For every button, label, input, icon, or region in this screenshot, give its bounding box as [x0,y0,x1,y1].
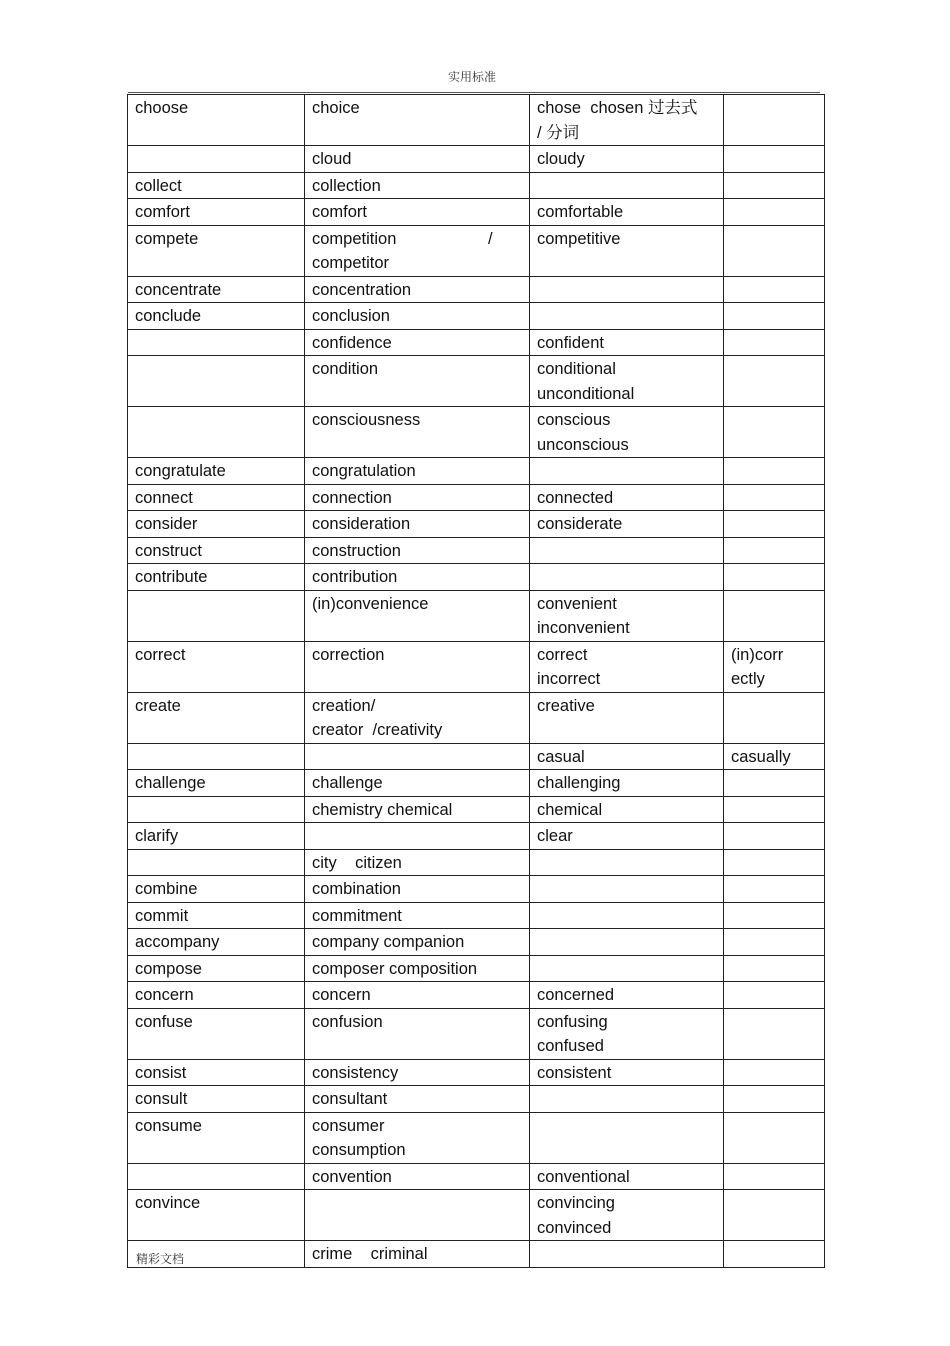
adverb-cell [724,407,825,458]
verb-cell: consume [128,1112,305,1163]
table-row [128,823,825,850]
adjective-cell [530,537,724,564]
table-row [128,1112,825,1163]
adjective-cell: considerate [530,511,724,538]
adjective-cell: confusing confused [530,1008,724,1059]
verb-cell: connect [128,484,305,511]
table-row [128,1163,825,1190]
adverb-cell [724,1008,825,1059]
verb-cell [128,590,305,641]
adjective-cell [530,276,724,303]
table-row [128,1008,825,1059]
adverb-cell [724,95,825,146]
noun-cell: collection [305,172,530,199]
noun-cell: condition [305,356,530,407]
noun-cell: combination [305,876,530,903]
noun-cell: consultant [305,1086,530,1113]
table-row [128,95,825,146]
table-row [128,796,825,823]
table-row [128,1086,825,1113]
verb-cell: conclude [128,303,305,330]
verb-cell: clarify [128,823,305,850]
adverb-cell [724,172,825,199]
table-row [128,356,825,407]
verb-cell [128,356,305,407]
adjective-cell [530,849,724,876]
verb-cell [128,146,305,173]
noun-cell: cloud [305,146,530,173]
verb-cell: concern [128,982,305,1009]
table-row [128,929,825,956]
table-row [128,537,825,564]
adjective-cell [530,876,724,903]
adverb-cell [724,537,825,564]
noun-cell: consistency [305,1059,530,1086]
adverb-cell [724,955,825,982]
table-row [128,1059,825,1086]
adverb-cell [724,823,825,850]
noun-cell: consumer consumption [305,1112,530,1163]
adverb-cell [724,692,825,743]
adverb-cell [724,876,825,903]
vocabulary-table [127,94,825,1268]
table-row [128,146,825,173]
noun-cell [305,1190,530,1241]
adjective-cell: cloudy [530,146,724,173]
adverb-cell [724,1112,825,1163]
adjective-cell: chemical [530,796,724,823]
adverb-cell [724,1059,825,1086]
noun-cell: composer composition [305,955,530,982]
adjective-cell [530,172,724,199]
table-row [128,303,825,330]
adverb-cell [724,1190,825,1241]
adjective-cell: competitive [530,225,724,276]
table-row [128,1241,825,1268]
adjective-cell [530,955,724,982]
table-row [128,955,825,982]
verb-cell [128,407,305,458]
verb-cell [128,329,305,356]
adverb-cell [724,329,825,356]
table-row [128,276,825,303]
table-row [128,590,825,641]
table-row [128,692,825,743]
verb-cell: challenge [128,770,305,797]
page-footer: 精彩文档 [136,1252,185,1266]
verb-cell: correct [128,641,305,692]
adjective-cell: clear [530,823,724,850]
adverb-cell [724,796,825,823]
table-row [128,876,825,903]
adverb-cell [724,590,825,641]
adjective-cell: conditional unconditional [530,356,724,407]
adjective-cell: convenient inconvenient [530,590,724,641]
table-row [128,329,825,356]
adverb-cell [724,356,825,407]
verb-cell [128,1163,305,1190]
adjective-cell: convincing convinced [530,1190,724,1241]
noun-cell: consciousness [305,407,530,458]
table-row [128,225,825,276]
adjective-cell [530,458,724,485]
adverb-cell [724,770,825,797]
noun-cell: chemistry chemical [305,796,530,823]
page-header: 实用标准 [447,70,496,84]
adjective-cell: correct incorrect [530,641,724,692]
adverb-cell [724,902,825,929]
adverb-cell [724,564,825,591]
table-row [128,902,825,929]
vocabulary-table-body [128,95,825,1268]
verb-cell: consist [128,1059,305,1086]
table-row [128,484,825,511]
noun-cell: connection [305,484,530,511]
noun-cell: creation/ creator /creativity [305,692,530,743]
verb-cell: accompany [128,929,305,956]
verb-cell: concentrate [128,276,305,303]
noun-cell: crime criminal [305,1241,530,1268]
verb-cell: choose [128,95,305,146]
noun-cell: challenge [305,770,530,797]
adjective-cell: challenging [530,770,724,797]
adjective-cell: connected [530,484,724,511]
adjective-cell: confident [530,329,724,356]
adjective-cell: chose chosen 过去式 / 分词 [530,95,724,146]
adjective-cell [530,1241,724,1268]
adjective-cell: casual [530,743,724,770]
adverb-cell [724,276,825,303]
verb-cell: create [128,692,305,743]
noun-cell: commitment [305,902,530,929]
verb-cell: compete [128,225,305,276]
verb-cell: consult [128,1086,305,1113]
adverb-cell [724,303,825,330]
table-row [128,743,825,770]
verb-cell: combine [128,876,305,903]
table-row [128,770,825,797]
table-row [128,982,825,1009]
table-row [128,849,825,876]
adverb-cell [724,146,825,173]
verb-cell: collect [128,172,305,199]
noun-cell: concentration [305,276,530,303]
adjective-cell [530,564,724,591]
table-row [128,199,825,226]
table-row [128,1190,825,1241]
noun-cell: choice [305,95,530,146]
noun-cell: confidence [305,329,530,356]
verb-cell: contribute [128,564,305,591]
table-row [128,564,825,591]
adverb-cell [724,458,825,485]
table-row [128,458,825,485]
noun-cell: (in)convenience [305,590,530,641]
adjective-cell [530,1112,724,1163]
adjective-cell: conscious unconscious [530,407,724,458]
noun-cell [305,743,530,770]
adjective-cell: conventional [530,1163,724,1190]
adverb-cell: (in)corr ectly [724,641,825,692]
adverb-cell [724,484,825,511]
noun-cell: competition / competitor [305,225,530,276]
noun-cell: consideration [305,511,530,538]
table-row [128,172,825,199]
verb-cell [128,796,305,823]
adjective-cell: comfortable [530,199,724,226]
adverb-cell [724,982,825,1009]
verb-cell: construct [128,537,305,564]
header-divider [128,92,820,93]
adverb-cell [724,1086,825,1113]
verb-cell: comfort [128,199,305,226]
adverb-cell [724,199,825,226]
noun-cell: correction [305,641,530,692]
verb-cell: confuse [128,1008,305,1059]
verb-cell: convince [128,1190,305,1241]
verb-cell [128,849,305,876]
adjective-cell: creative [530,692,724,743]
verb-cell: congratulate [128,458,305,485]
verb-cell [128,743,305,770]
table-row [128,511,825,538]
adverb-cell: casually [724,743,825,770]
adjective-cell [530,303,724,330]
adjective-cell [530,902,724,929]
adverb-cell [724,225,825,276]
adverb-cell [724,929,825,956]
noun-cell: city citizen [305,849,530,876]
noun-cell: confusion [305,1008,530,1059]
noun-cell: company companion [305,929,530,956]
table-row [128,407,825,458]
noun-cell: contribution [305,564,530,591]
table-row [128,641,825,692]
noun-cell: concern [305,982,530,1009]
verb-cell: compose [128,955,305,982]
noun-cell: comfort [305,199,530,226]
adverb-cell [724,1163,825,1190]
noun-cell: construction [305,537,530,564]
adjective-cell [530,929,724,956]
noun-cell: convention [305,1163,530,1190]
noun-cell [305,823,530,850]
noun-cell: conclusion [305,303,530,330]
adverb-cell [724,511,825,538]
adjective-cell: consistent [530,1059,724,1086]
verb-cell: consider [128,511,305,538]
verb-cell: commit [128,902,305,929]
adjective-cell [530,1086,724,1113]
adjective-cell: concerned [530,982,724,1009]
noun-cell: congratulation [305,458,530,485]
adverb-cell [724,1241,825,1268]
adverb-cell [724,849,825,876]
